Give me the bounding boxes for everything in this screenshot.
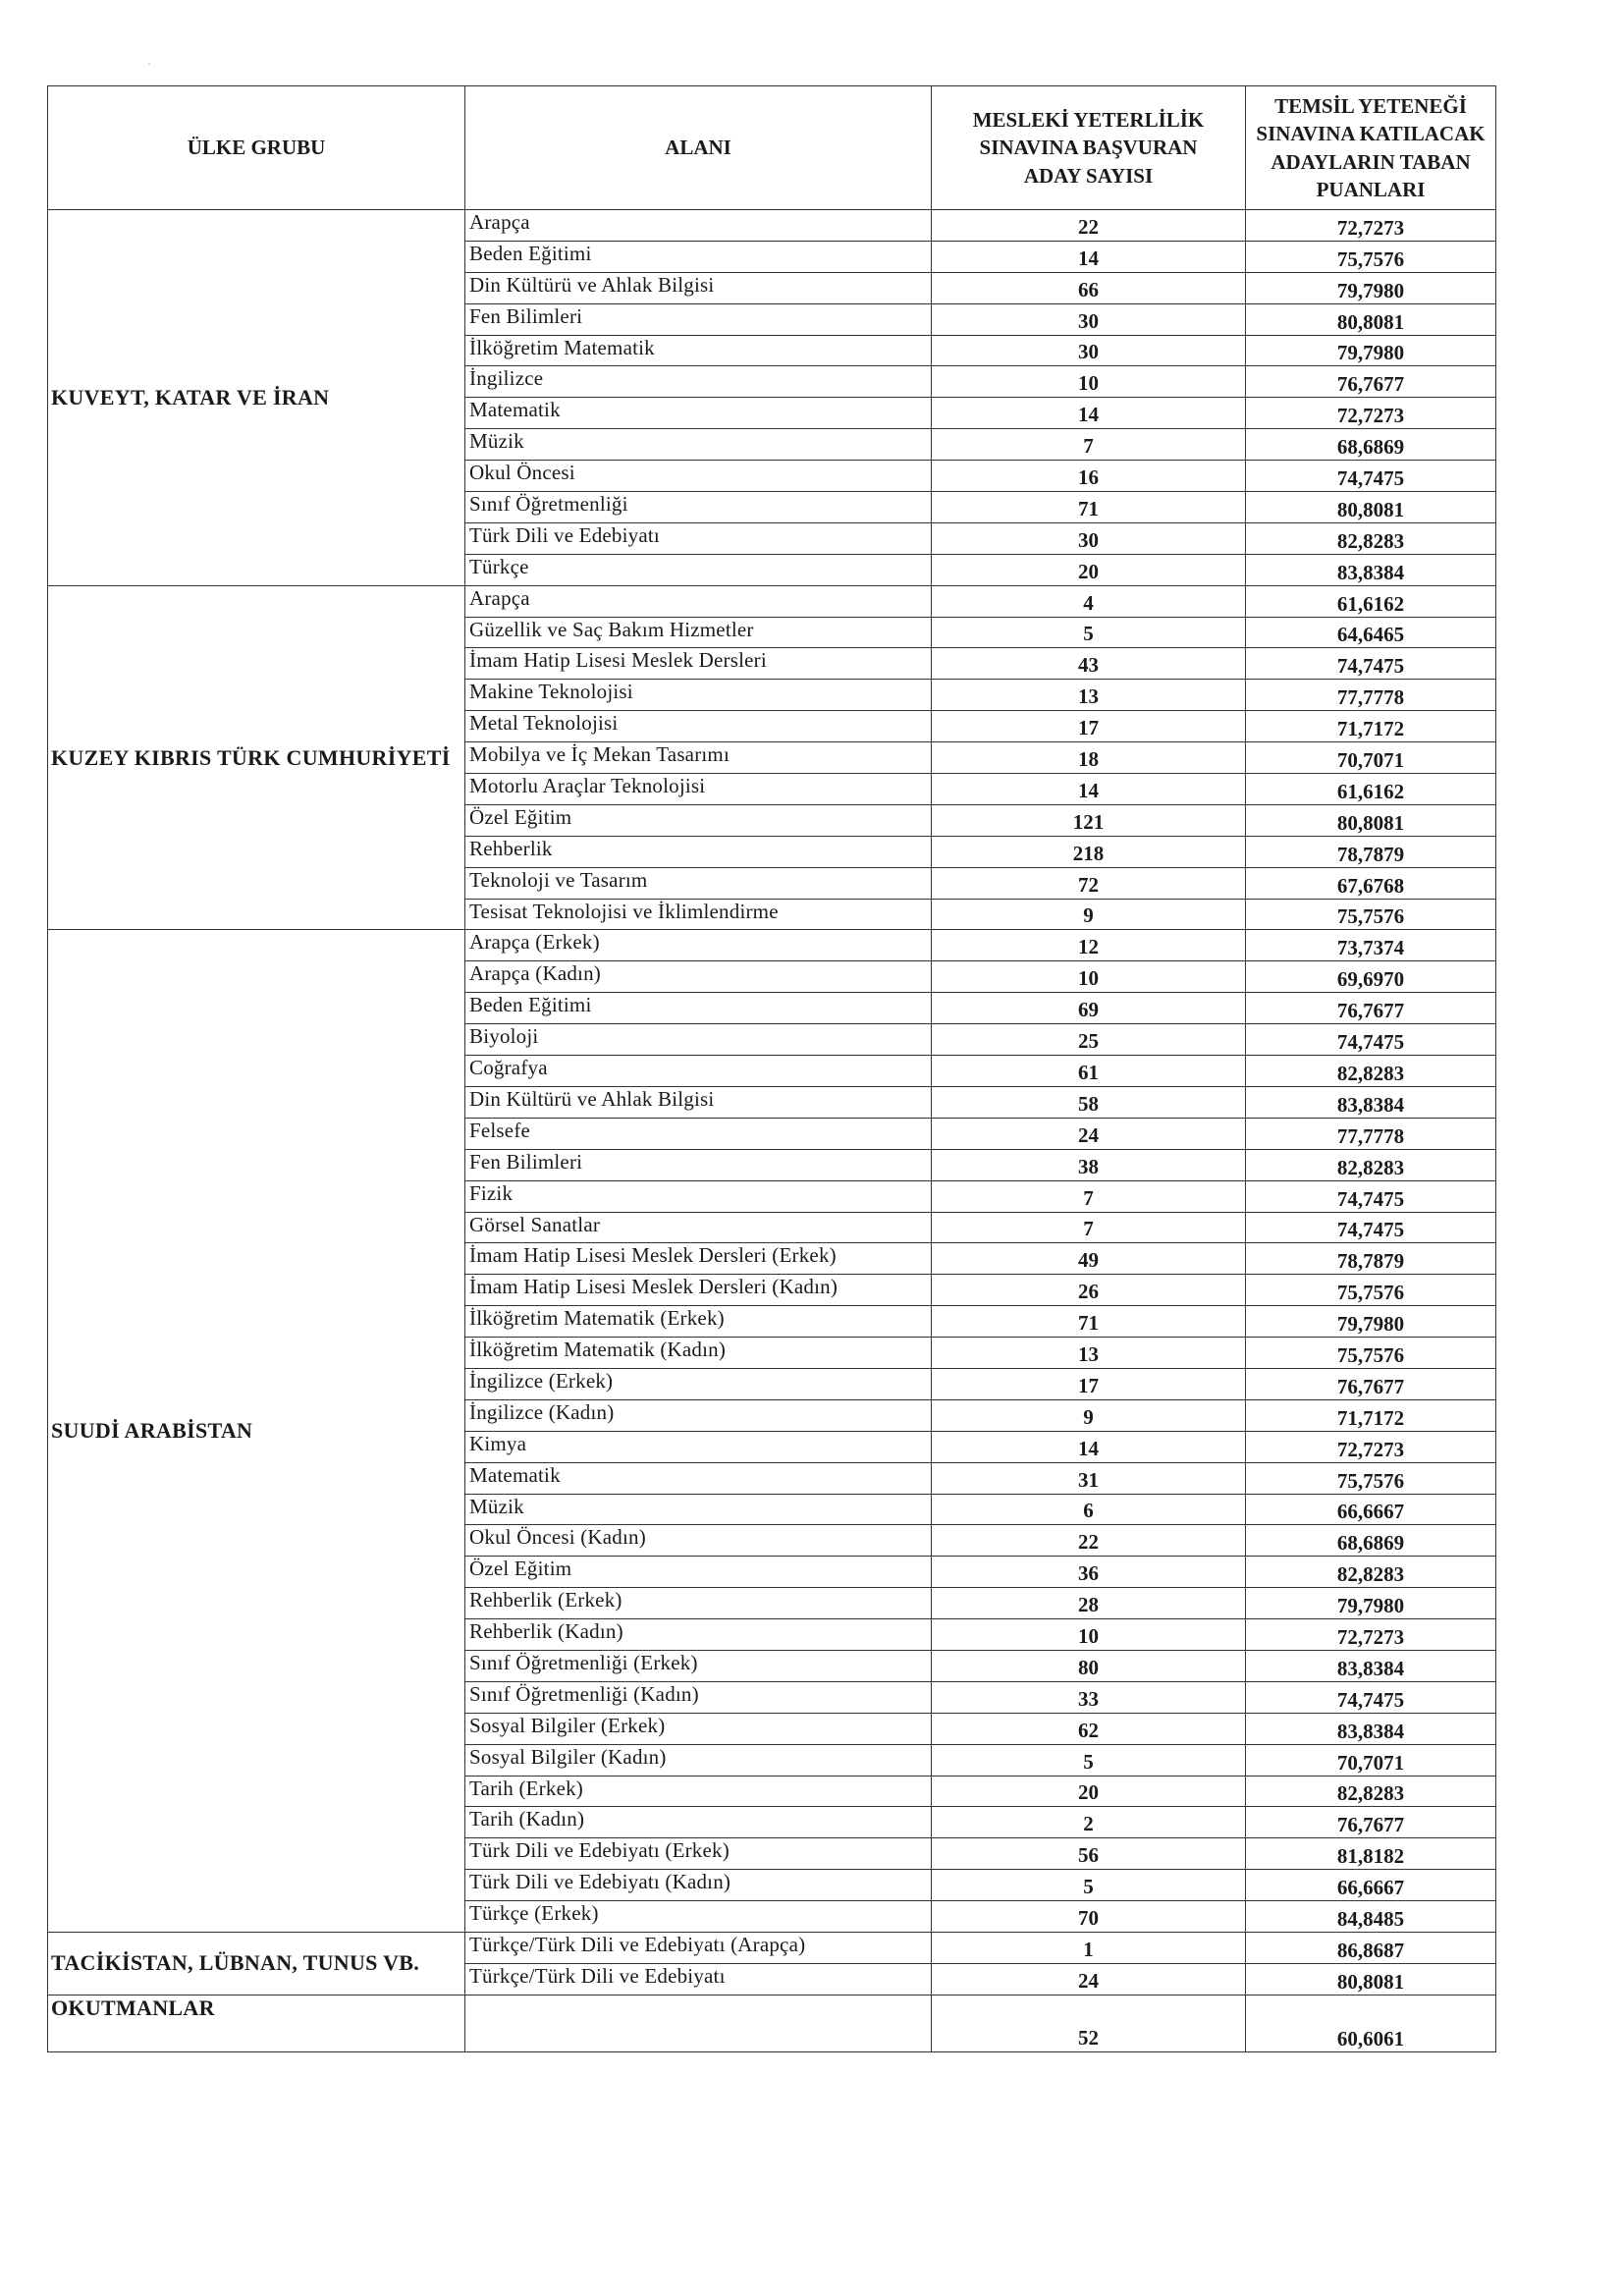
field-name-cell: İlköğretim Matematik (Kadın) (465, 1338, 932, 1369)
applicant-count-cell: 17 (932, 711, 1246, 742)
field-name-cell: Türk Dili ve Edebiyatı (Erkek) (465, 1838, 932, 1870)
field-name-cell: Din Kültürü ve Ahlak Bilgisi (465, 1086, 932, 1118)
table-header (48, 86, 1496, 210)
applicant-count-cell: 62 (932, 1713, 1246, 1744)
applicant-count-cell: 17 (932, 1368, 1246, 1399)
base-score-cell: 84,8485 (1246, 1901, 1496, 1933)
applicant-count-cell: 25 (932, 1024, 1246, 1056)
field-name-cell: Güzellik ve Saç Bakım Hizmetler (465, 617, 932, 648)
field-name-cell: Türkçe (465, 554, 932, 585)
field-name-cell: Coğrafya (465, 1056, 932, 1087)
base-score-cell: 72,7273 (1246, 1619, 1496, 1651)
field-name-cell: Fizik (465, 1180, 932, 1212)
field-name-cell: İlköğretim Matematik (465, 335, 932, 366)
applicant-count-cell: 10 (932, 366, 1246, 398)
base-score-cell: 68,6869 (1246, 1525, 1496, 1557)
applicant-count-cell: 5 (932, 1744, 1246, 1776)
applicant-count-cell: 10 (932, 1619, 1246, 1651)
country-group-cell: OKUTMANLAR (48, 1995, 465, 2051)
base-score-cell: 76,7677 (1246, 366, 1496, 398)
applicant-count-cell: 5 (932, 1870, 1246, 1901)
base-score-cell: 61,6162 (1246, 774, 1496, 805)
applicant-count-cell: 18 (932, 742, 1246, 774)
field-name-cell: Arapça (465, 210, 932, 242)
base-score-cell: 79,7980 (1246, 335, 1496, 366)
applicant-count-cell: 9 (932, 899, 1246, 930)
table-row (48, 1932, 1496, 1963)
field-name-cell: İmam Hatip Lisesi Meslek Dersleri (Kadın) (465, 1275, 932, 1306)
base-score-cell: 72,7273 (1246, 398, 1496, 429)
base-score-cell: 71,7172 (1246, 1399, 1496, 1431)
applicant-count-cell: 70 (932, 1901, 1246, 1933)
base-score-cell: 75,7576 (1246, 1275, 1496, 1306)
base-score-cell: 79,7980 (1246, 1306, 1496, 1338)
field-name-cell: Din Kültürü ve Ahlak Bilgisi (465, 272, 932, 303)
applicant-count-cell: 22 (932, 1525, 1246, 1557)
table-row (48, 930, 1496, 961)
applicant-count-cell: 12 (932, 930, 1246, 961)
base-score-cell: 72,7273 (1246, 210, 1496, 242)
field-name-cell: Okul Öncesi (Kadın) (465, 1525, 932, 1557)
table-row (48, 585, 1496, 617)
base-score-cell: 80,8081 (1246, 303, 1496, 335)
field-name-cell: Tesisat Teknolojisi ve İklimlendirme (465, 899, 932, 930)
header-country-group: ÜLKE GRUBU (48, 86, 465, 210)
base-score-cell: 61,6162 (1246, 585, 1496, 617)
base-score-cell: 74,7475 (1246, 1180, 1496, 1212)
applicant-count-cell: 61 (932, 1056, 1246, 1087)
base-score-cell: 82,8283 (1246, 1557, 1496, 1588)
applicant-count-cell: 33 (932, 1681, 1246, 1713)
base-score-cell: 83,8384 (1246, 554, 1496, 585)
field-name-cell: Sınıf Öğretmenliği (Erkek) (465, 1650, 932, 1681)
base-score-cell: 74,7475 (1246, 1024, 1496, 1056)
applicant-count-cell: 30 (932, 522, 1246, 554)
base-score-cell: 83,8384 (1246, 1713, 1496, 1744)
base-score-cell: 75,7576 (1246, 241, 1496, 272)
applicant-count-cell: 71 (932, 1306, 1246, 1338)
base-score-cell: 73,7374 (1246, 930, 1496, 961)
field-name-cell: İngilizce (Erkek) (465, 1368, 932, 1399)
applicant-count-cell: 38 (932, 1149, 1246, 1180)
field-name-cell: Müzik (465, 429, 932, 461)
field-name-cell: Beden Eğitimi (465, 241, 932, 272)
applicant-count-cell: 14 (932, 398, 1246, 429)
base-score-cell: 74,7475 (1246, 1212, 1496, 1243)
applicant-count-cell: 80 (932, 1650, 1246, 1681)
field-name-cell: Kimya (465, 1431, 932, 1462)
applicant-count-cell: 49 (932, 1243, 1246, 1275)
table-row (48, 1995, 1496, 2051)
applicant-count-cell: 24 (932, 1118, 1246, 1149)
field-name-cell: İmam Hatip Lisesi Meslek Dersleri (Erkek) (465, 1243, 932, 1275)
field-name-cell: Görsel Sanatlar (465, 1212, 932, 1243)
base-score-cell: 82,8283 (1246, 1056, 1496, 1087)
field-name-cell: Motorlu Araçlar Teknolojisi (465, 774, 932, 805)
base-score-cell: 66,6667 (1246, 1870, 1496, 1901)
applicant-count-cell: 9 (932, 1399, 1246, 1431)
country-group-cell: TACİKİSTAN, LÜBNAN, TUNUS VB. (48, 1932, 465, 1995)
country-group-cell: SUUDİ ARABİSTAN (48, 930, 465, 1933)
applicant-count-cell: 10 (932, 961, 1246, 993)
applicant-count-cell: 7 (932, 429, 1246, 461)
field-name-cell: Türkçe (Erkek) (465, 1901, 932, 1933)
base-score-cell: 69,6970 (1246, 961, 1496, 993)
applicant-count-cell: 13 (932, 1338, 1246, 1369)
field-name-cell: Türk Dili ve Edebiyatı (Kadın) (465, 1870, 932, 1901)
base-score-cell: 75,7576 (1246, 899, 1496, 930)
country-group-cell: KUZEY KIBRIS TÜRK CUMHURİYETİ (48, 585, 465, 930)
base-score-cell: 80,8081 (1246, 1963, 1496, 1995)
field-name-cell: Arapça (Kadın) (465, 961, 932, 993)
country-group-cell: KUVEYT, KATAR VE İRAN (48, 210, 465, 586)
base-score-cell: 76,7677 (1246, 993, 1496, 1024)
applicant-count-cell: 16 (932, 461, 1246, 492)
base-score-cell: 81,8182 (1246, 1838, 1496, 1870)
base-score-cell: 74,7475 (1246, 648, 1496, 680)
applicant-count-cell: 72 (932, 867, 1246, 899)
header-row (48, 86, 1496, 210)
field-name-cell: Matematik (465, 398, 932, 429)
applicant-count-cell: 43 (932, 648, 1246, 680)
base-score-cell: 66,6667 (1246, 1494, 1496, 1525)
field-name-cell: Fen Bilimleri (465, 303, 932, 335)
field-name-cell: Sınıf Öğretmenliği (465, 492, 932, 523)
scan-mark: · (147, 57, 151, 71)
field-name-cell: Beden Eğitimi (465, 993, 932, 1024)
field-name-cell: Özel Eğitim (465, 1557, 932, 1588)
base-score-cell: 86,8687 (1246, 1932, 1496, 1963)
field-name-cell: İngilizce (Kadın) (465, 1399, 932, 1431)
base-score-cell: 71,7172 (1246, 711, 1496, 742)
scores-table (47, 85, 1496, 2052)
applicant-count-cell: 24 (932, 1963, 1246, 1995)
base-score-cell: 82,8283 (1246, 1776, 1496, 1807)
applicant-count-cell: 20 (932, 1776, 1246, 1807)
base-score-cell: 79,7980 (1246, 272, 1496, 303)
base-score-cell: 82,8283 (1246, 1149, 1496, 1180)
applicant-count-cell: 5 (932, 617, 1246, 648)
field-name-cell: Makine Teknolojisi (465, 680, 932, 711)
field-name-cell: Sosyal Bilgiler (Erkek) (465, 1713, 932, 1744)
applicant-count-cell: 30 (932, 335, 1246, 366)
field-name-cell (465, 1995, 932, 2051)
field-name-cell: Okul Öncesi (465, 461, 932, 492)
base-score-cell: 77,7778 (1246, 680, 1496, 711)
header-applicant-count: MESLEKİ YETERLİLİK SINAVINA BAŞVURAN ADAY SAYISI (932, 86, 1246, 210)
applicant-count-cell: 2 (932, 1807, 1246, 1838)
field-name-cell: İngilizce (465, 366, 932, 398)
applicant-count-cell: 121 (932, 804, 1246, 836)
base-score-cell: 75,7576 (1246, 1462, 1496, 1494)
applicant-count-cell: 13 (932, 680, 1246, 711)
applicant-count-cell: 1 (932, 1932, 1246, 1963)
applicant-count-cell: 30 (932, 303, 1246, 335)
field-name-cell: Tarih (Kadın) (465, 1807, 932, 1838)
applicant-count-cell: 69 (932, 993, 1246, 1024)
applicant-count-cell: 58 (932, 1086, 1246, 1118)
field-name-cell: Teknoloji ve Tasarım (465, 867, 932, 899)
field-name-cell: Felsefe (465, 1118, 932, 1149)
base-score-cell: 78,7879 (1246, 1243, 1496, 1275)
base-score-cell: 75,7576 (1246, 1338, 1496, 1369)
applicant-count-cell: 7 (932, 1180, 1246, 1212)
applicant-count-cell: 22 (932, 210, 1246, 242)
field-name-cell: Müzik (465, 1494, 932, 1525)
applicant-count-cell: 6 (932, 1494, 1246, 1525)
applicant-count-cell: 36 (932, 1557, 1246, 1588)
applicant-count-cell: 56 (932, 1838, 1246, 1870)
applicant-count-cell: 71 (932, 492, 1246, 523)
field-name-cell: Matematik (465, 1462, 932, 1494)
applicant-count-cell: 7 (932, 1212, 1246, 1243)
applicant-count-cell: 26 (932, 1275, 1246, 1306)
field-name-cell: Sınıf Öğretmenliği (Kadın) (465, 1681, 932, 1713)
base-score-cell: 78,7879 (1246, 836, 1496, 867)
base-score-cell: 74,7475 (1246, 1681, 1496, 1713)
field-name-cell: İmam Hatip Lisesi Meslek Dersleri (465, 648, 932, 680)
base-score-cell: 83,8384 (1246, 1650, 1496, 1681)
base-score-cell: 80,8081 (1246, 804, 1496, 836)
field-name-cell: Türkçe/Türk Dili ve Edebiyatı (465, 1963, 932, 1995)
base-score-cell: 67,6768 (1246, 867, 1496, 899)
field-name-cell: Rehberlik (Erkek) (465, 1588, 932, 1619)
field-name-cell: Rehberlik (Kadın) (465, 1619, 932, 1651)
base-score-cell: 60,6061 (1246, 1995, 1496, 2051)
base-score-cell: 82,8283 (1246, 522, 1496, 554)
base-score-cell: 80,8081 (1246, 492, 1496, 523)
field-name-cell: Rehberlik (465, 836, 932, 867)
applicant-count-cell: 218 (932, 836, 1246, 867)
applicant-count-cell: 4 (932, 585, 1246, 617)
field-name-cell: Türk Dili ve Edebiyatı (465, 522, 932, 554)
base-score-cell: 64,6465 (1246, 617, 1496, 648)
field-name-cell: Tarih (Erkek) (465, 1776, 932, 1807)
field-name-cell: Fen Bilimleri (465, 1149, 932, 1180)
applicant-count-cell: 20 (932, 554, 1246, 585)
field-name-cell: Arapça (465, 585, 932, 617)
base-score-cell: 79,7980 (1246, 1588, 1496, 1619)
field-name-cell: Arapça (Erkek) (465, 930, 932, 961)
applicant-count-cell: 14 (932, 1431, 1246, 1462)
base-score-cell: 76,7677 (1246, 1807, 1496, 1838)
field-name-cell: Biyoloji (465, 1024, 932, 1056)
base-score-cell: 70,7071 (1246, 742, 1496, 774)
applicant-count-cell: 14 (932, 774, 1246, 805)
table-body (48, 210, 1496, 2052)
applicant-count-cell: 28 (932, 1588, 1246, 1619)
field-name-cell: Özel Eğitim (465, 804, 932, 836)
header-base-score: TEMSİL YETENEĞİ SINAVINA KATILACAK ADAYLARIN TABAN PUANLARI (1246, 86, 1496, 210)
base-score-cell: 72,7273 (1246, 1431, 1496, 1462)
base-score-cell: 70,7071 (1246, 1744, 1496, 1776)
base-score-cell: 83,8384 (1246, 1086, 1496, 1118)
field-name-cell: Sosyal Bilgiler (Kadın) (465, 1744, 932, 1776)
base-score-cell: 68,6869 (1246, 429, 1496, 461)
field-name-cell: İlköğretim Matematik (Erkek) (465, 1306, 932, 1338)
table-row (48, 210, 1496, 242)
base-score-cell: 76,7677 (1246, 1368, 1496, 1399)
applicant-count-cell: 31 (932, 1462, 1246, 1494)
base-score-cell: 74,7475 (1246, 461, 1496, 492)
applicant-count-cell: 66 (932, 272, 1246, 303)
field-name-cell: Mobilya ve İç Mekan Tasarımı (465, 742, 932, 774)
header-field: ALANI (465, 86, 932, 210)
base-score-cell: 77,7778 (1246, 1118, 1496, 1149)
applicant-count-cell: 52 (932, 1995, 1246, 2051)
field-name-cell: Metal Teknolojisi (465, 711, 932, 742)
applicant-count-cell: 14 (932, 241, 1246, 272)
field-name-cell: Türkçe/Türk Dili ve Edebiyatı (Arapça) (465, 1932, 932, 1963)
